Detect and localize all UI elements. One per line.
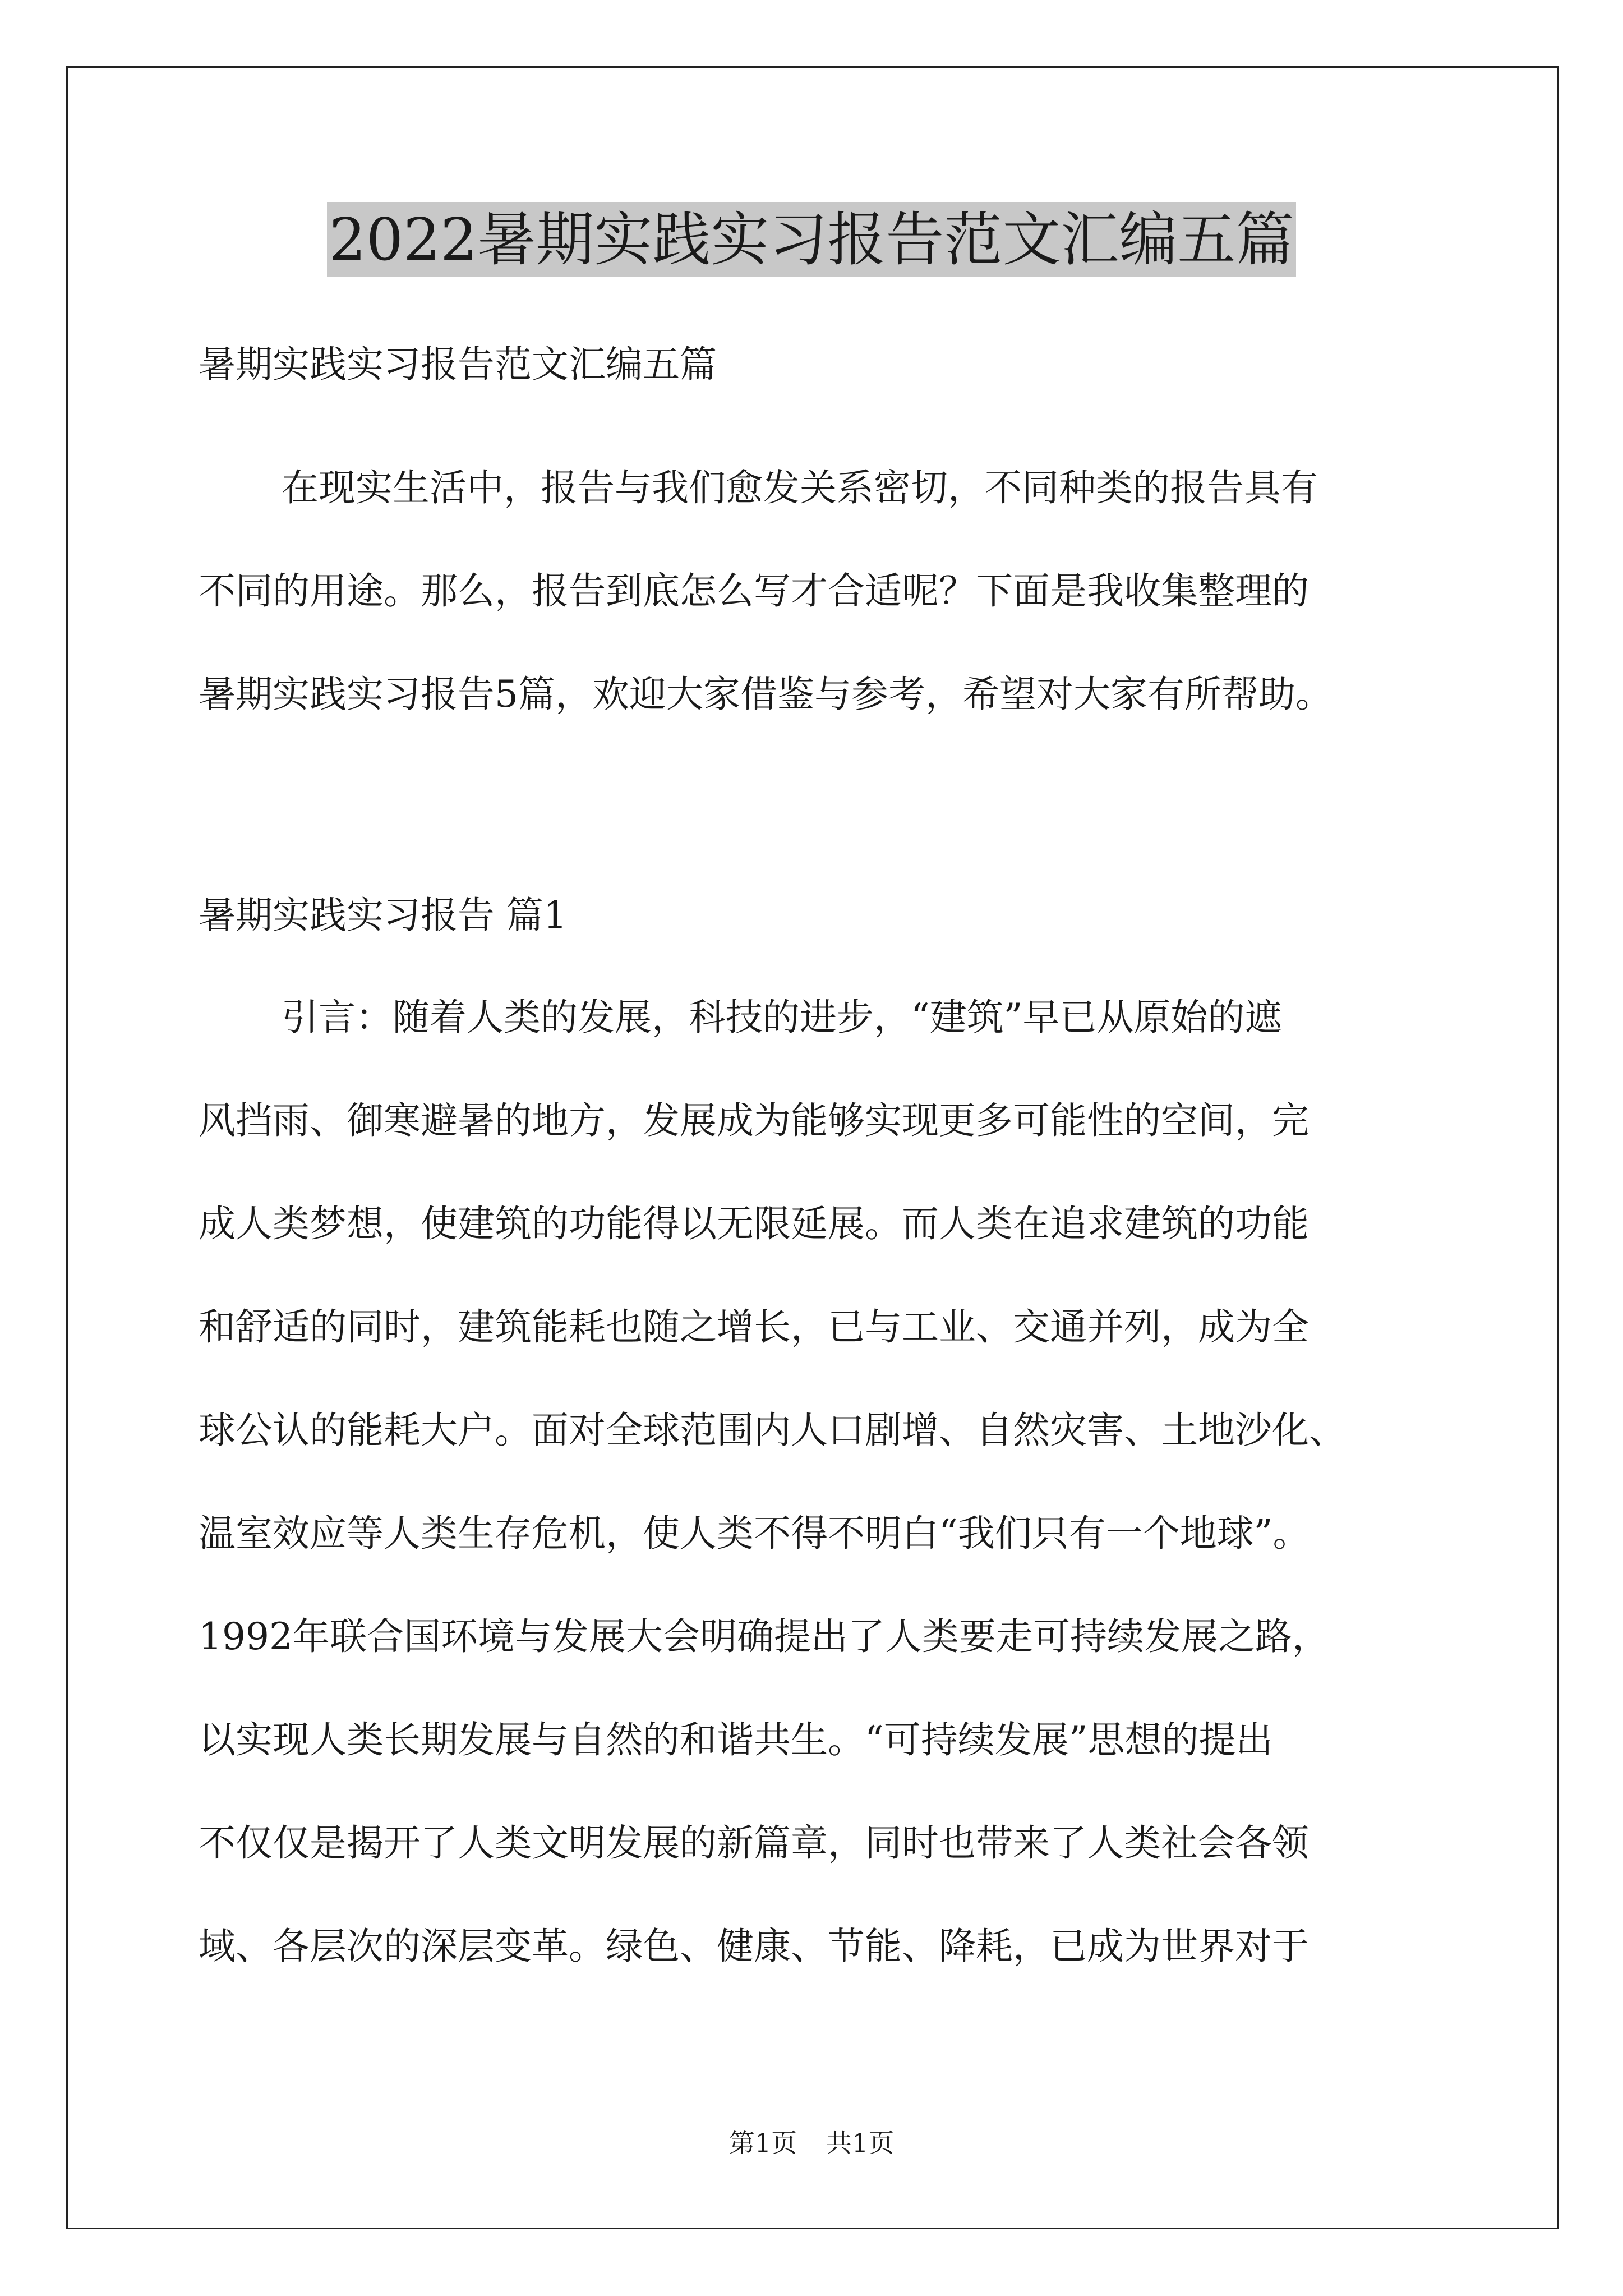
section-paragraph-line: 球公认的能耗大户。面对全球范围内人口剧增、自然灾害、土地沙化、 <box>199 1409 1346 1452</box>
intro-paragraph-line: 不同的用途。那么，报告到底怎么写才合适呢？下面是我收集整理的 <box>199 569 1309 613</box>
document-subtitle: 暑期实践实习报告范文汇编五篇 <box>199 343 717 386</box>
section-heading: 暑期实践实习报告 篇1 <box>199 894 567 937</box>
section-paragraph-line: 和舒适的同时，建筑能耗也随之增长，已与工业、交通并列，成为全 <box>199 1305 1309 1349</box>
page-number: 第1页 <box>728 2128 797 2158</box>
page-total: 共1页 <box>826 2128 895 2158</box>
section-paragraph-line: 不仅仅是揭开了人类文明发展的新篇章，同时也带来了人类社会各领 <box>199 1821 1309 1865</box>
section-paragraph-line: 成人类梦想，使建筑的功能得以无限延展。而人类在追求建筑的功能 <box>199 1202 1309 1245</box>
intro-paragraph-line: 暑期实践实习报告5篇，欢迎大家借鉴与参考，希望对大家有所帮助。 <box>199 673 1332 716</box>
section-paragraph-line: 温室效应等人类生存危机，使人类不得不明白“我们只有一个地球”。 <box>199 1512 1310 1555</box>
page-footer <box>0 2126 1623 2160</box>
intro-paragraph-line: 在现实生活中，报告与我们愈发关系密切，不同种类的报告具有 <box>282 466 1318 509</box>
section-paragraph-line: 1992年联合国环境与发展大会明确提出了人类要走可持续发展之路， <box>199 1615 1329 1658</box>
document-title <box>0 197 1623 282</box>
section-paragraph-line: 风挡雨、御寒避暑的地方，发展成为能够实现更多可能性的空间，完 <box>199 1099 1309 1142</box>
document-title-text: 2022暑期实践实习报告范文汇编五篇 <box>327 202 1297 277</box>
section-paragraph-line: 域、各层次的深层变革。绿色、健康、节能、降耗，已成为世界对于 <box>199 1925 1309 1968</box>
section-paragraph-line: 以实现人类长期发展与自然的和谐共生。“可持续发展”思想的提出 <box>199 1718 1273 1761</box>
section-paragraph-line: 引言：随着人类的发展，科技的进步，“建筑”早已从原始的遮 <box>282 996 1282 1039</box>
